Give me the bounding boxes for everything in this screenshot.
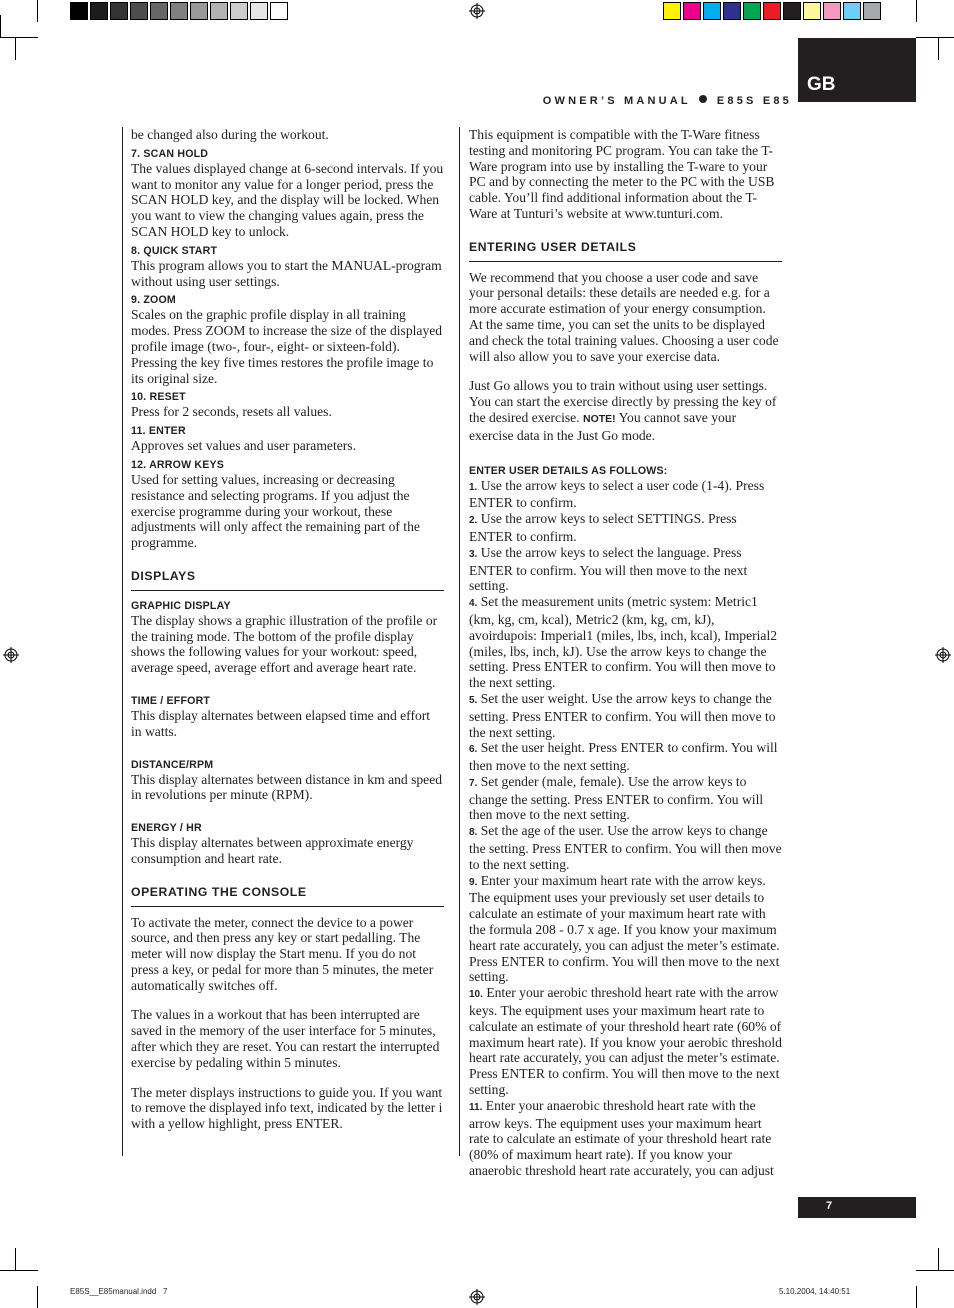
user-details-paragraph: We recommend that you choose a user code and save your personal details: these details are needed e.g. for a more accurate estimation of your energy consumption. At the same time, you can set the units to be displayed and check the total training values. Choosing a user code will also allow you to save your exercise data.	[469, 269, 779, 364]
page-number-tab	[798, 1197, 916, 1218]
zoom-text: Scales on the graphic profile display in all training modes. Press ZOOM to increase the size of the displayed profile image (two-, four-, eight- or sixteen-fold). Pressing the key five times restores the profile image to its original size.	[131, 307, 443, 386]
step-number: 7.	[469, 777, 478, 789]
reset-heading: 10. RESET	[131, 391, 186, 404]
graphic-display-heading: GRAPHIC DISPLAY	[131, 599, 231, 612]
t-ware-text: This equipment is compatible with the T-Ware fitness testing and monitoring PC program. You can take the T-Ware program into use by installing the T-ware to your PC and by connecting the meter to the PC with the USB cable. You’ll find additional information about the T-Ware at Tunturi’s website at www.tunturi.com.	[469, 127, 775, 221]
color-swatch	[763, 2, 781, 20]
color-swatch	[190, 2, 208, 20]
color-swatch	[130, 2, 148, 20]
page-number: 7	[826, 1200, 833, 1212]
step-item	[469, 774, 782, 823]
color-swatch	[683, 2, 701, 20]
language-tab	[798, 38, 916, 102]
registration-mark-icon	[469, 1289, 485, 1305]
step-text: Use the arrow keys to select SETTINGS. Press ENTER to confirm.	[469, 511, 737, 544]
language-code: GB	[807, 74, 836, 95]
just-go-paragraph	[469, 378, 782, 443]
note-label: NOTE!	[583, 412, 616, 425]
operating-heading: OPERATING THE CONSOLE	[131, 885, 444, 907]
zoom-heading: 9. ZOOM	[131, 294, 176, 307]
energy-hr-text: This display alternates between approximate energy consumption and heart rate.	[131, 835, 414, 866]
just-go-note-text: You cannot save your exercise data in the Just Go mode.	[469, 409, 737, 443]
crop-mark	[0, 1270, 38, 1271]
step-item	[469, 985, 782, 1098]
bullet-icon	[699, 95, 707, 103]
graphic-display-text: The display shows a graphic illustration of the profile or the training mode. The bottom of the profile display shows the following values for your workout: speed, average speed, average effort and average heart rate.	[131, 612, 438, 676]
color-swatch	[170, 2, 188, 20]
crop-mark	[938, 37, 939, 60]
color-swatch	[703, 2, 721, 20]
crop-mark	[0, 37, 38, 38]
time-effort-text: This display alternates between elapsed time and effort in watts.	[131, 707, 431, 739]
step-item	[469, 545, 782, 594]
color-swatch	[843, 2, 861, 20]
step-item	[469, 873, 782, 986]
color-swatch	[783, 2, 801, 20]
step-item	[469, 511, 782, 545]
step-item	[469, 823, 782, 872]
color-swatch	[150, 2, 168, 20]
crop-mark	[37, 1286, 38, 1308]
crop-mark	[916, 1286, 917, 1308]
color-swatch	[743, 2, 761, 20]
step-item	[469, 691, 782, 740]
quick-start-heading: 8. QUICK START	[131, 244, 218, 257]
step-item	[469, 740, 782, 774]
distance-rpm-heading: DISTANCE/RPM	[131, 758, 214, 771]
crop-mark	[15, 37, 16, 60]
column-rule	[459, 127, 460, 1156]
step-text: Use the arrow keys to select the language. Press ENTER to confirm. You will then move to the next setting.	[469, 544, 748, 594]
registration-mark-icon	[469, 3, 485, 19]
steps-list	[469, 478, 782, 1179]
step-number: 8.	[469, 827, 478, 839]
displays-heading: DISPLAYS	[131, 569, 444, 591]
step-number: 2.	[469, 515, 478, 527]
step-number: 5.	[469, 694, 478, 706]
enter-text: Approves set values and user parameters.	[131, 438, 356, 454]
step-text: Set gender (male, female). Use the arrow keys to change the setting. Press ENTER to confirm. You will then move to the next setting.	[469, 773, 764, 823]
color-swatch	[663, 2, 681, 20]
user-details-heading: ENTERING USER DETAILS	[469, 240, 782, 262]
step-number: 3.	[469, 548, 478, 560]
running-header	[543, 91, 792, 109]
step-text: Enter your aerobic threshold heart rate with the arrow keys. The equipment uses your maximum heart rate to calculate an estimate of your threshold heart rate (60% of maximum heart rate). If you know your aerobic threshold heart rate accurately, you can adjust the meter’s estimate. Press ENTER to confirm. You will then move to the next setting.	[469, 985, 782, 1098]
step-number: 6.	[469, 744, 478, 756]
intro-text: be changed also during the workout.	[131, 127, 329, 142]
file-info: E85S__E85manual.indd 7	[70, 1287, 168, 1296]
step-number: 4.	[469, 598, 478, 610]
steps-heading: ENTER USER DETAILS AS FOLLOWS:	[469, 464, 668, 477]
step-item	[469, 478, 782, 512]
step-item	[469, 594, 782, 691]
print-timestamp: 5.10.2004, 14:40:51	[779, 1287, 851, 1296]
process-color-bar	[663, 0, 887, 22]
color-swatch	[863, 2, 881, 20]
manual-title: OWNER’S MANUAL	[542, 95, 691, 107]
color-swatch	[723, 2, 741, 20]
step-text: Enter your maximum heart rate with the arrow keys. The equipment uses your previously set user details to calculate an estimate of your maximum heart rate with the formula 208 - 0.7 x age. If you know your maximum heart rate accurately, you can adjust the meter’s estimate. Press ENTER to confirm. You will then move to the next setting.	[469, 872, 780, 985]
crop-mark	[916, 37, 954, 38]
color-swatch	[210, 2, 228, 20]
step-number: 11.	[469, 1101, 483, 1113]
arrow-keys-heading: 12. ARROW KEYS	[131, 458, 225, 471]
step-item	[469, 1098, 782, 1179]
registration-mark-icon	[935, 647, 951, 663]
operating-paragraph: To activate the meter, connect the device to a power source, and then press any key or start pedalling. The meter will now display the Start menu. If you do not press a key, or pedal for more than 5 minutes, the meter automatically switches off.	[131, 914, 434, 993]
crop-mark	[37, 0, 38, 22]
color-swatch	[90, 2, 108, 20]
reset-text: Press for 2 seconds, resets all values.	[131, 404, 332, 420]
operating-paragraph: The meter displays instructions to guide you. If you want to remove the displayed info text, indicated by the letter i with a yellow highlight, press ENTER.	[131, 1084, 443, 1132]
time-effort-heading: TIME / EFFORT	[131, 694, 211, 707]
step-text: Set the user height. Press ENTER to confirm. You will then move to the next setting.	[469, 740, 778, 774]
enter-heading: 11. ENTER	[131, 425, 186, 438]
step-number: 9.	[469, 876, 478, 888]
column-rule	[122, 127, 123, 1156]
step-text: Set the age of the user. Use the arrow keys to change the setting. Press ENTER to confirm. You will then move to the next setting.	[469, 823, 782, 872]
color-swatch	[250, 2, 268, 20]
color-swatch	[70, 2, 88, 20]
operating-paragraph: The values in a workout that has been interrupted are saved in the memory of the user interface for 5 minutes, after which they are reset. You can restart the interrupted exercise by pedaling within 5 minutes.	[131, 1007, 440, 1070]
step-text: Use the arrow keys to select a user code (1-4). Press ENTER to confirm.	[469, 477, 765, 511]
step-text: Enter your anaerobic threshold heart rate with the arrow keys. The equipment uses your maximum heart rate to calculate an estimate of your threshold heart rate (80% of maximum heart rate). If you know your anaerobic threshold heart rate accurately, you can adjust	[469, 1097, 774, 1179]
scan-hold-text: The values displayed change at 6-second intervals. If you want to monitor any value for a longer period, press the SCAN HOLD key, and the display will be locked. When you want to view the changing values again, press the SCAN HOLD key to unlock.	[131, 160, 444, 239]
right-column	[469, 127, 782, 1179]
crop-mark	[938, 1248, 939, 1271]
energy-hr-heading: ENERGY / HR	[131, 822, 202, 835]
grayscale-color-bar	[70, 0, 294, 22]
color-swatch	[823, 2, 841, 20]
registration-mark-icon	[3, 647, 19, 663]
color-swatch	[803, 2, 821, 20]
color-swatch	[230, 2, 248, 20]
color-swatch	[270, 2, 288, 20]
left-column	[131, 127, 444, 1132]
crop-mark	[916, 1270, 954, 1271]
quick-start-text: This program allows you to start the MANUAL-program without using user settings.	[131, 257, 442, 289]
arrow-keys-text: Used for setting values, increasing or decreasing resistance and selecting programs. If you adjust the exercise programme during your workout, these adjustments will only affect the remaining part of the programme.	[131, 471, 420, 551]
model-name: E85S E85	[716, 95, 792, 107]
scan-hold-heading: 7. SCAN HOLD	[131, 147, 209, 160]
color-swatch	[110, 2, 128, 20]
step-text: Set the user weight. Use the arrow keys to change the setting. Press ENTER to confirm. You will then move to the next setting.	[469, 690, 776, 740]
step-text: Set the measurement units (metric system: Metric1 (km, kg, cm, kcal), Metric2 (km, kg, cm, kJ), avoirdupois: Imperial1 (miles, lbs, inch, kcal), Imperial2 (miles, lbs, inch, kJ). Use the arrow keys to change the setting. Press ENTER to confirm. You will then move to the next setting.	[469, 594, 778, 691]
distance-rpm-text: This display alternates between distance in km and speed in revolutions per minute (RPM).	[131, 771, 443, 803]
crop-mark	[0, 15, 1, 38]
just-go-text: Just Go allows you to train without using user settings. You can start the exercise directly by pressing the key of the desired exercise.	[469, 378, 777, 425]
crop-mark	[916, 0, 917, 22]
step-number: 10.	[469, 989, 483, 1001]
crop-mark	[15, 1248, 16, 1271]
step-number: 1.	[469, 481, 478, 493]
